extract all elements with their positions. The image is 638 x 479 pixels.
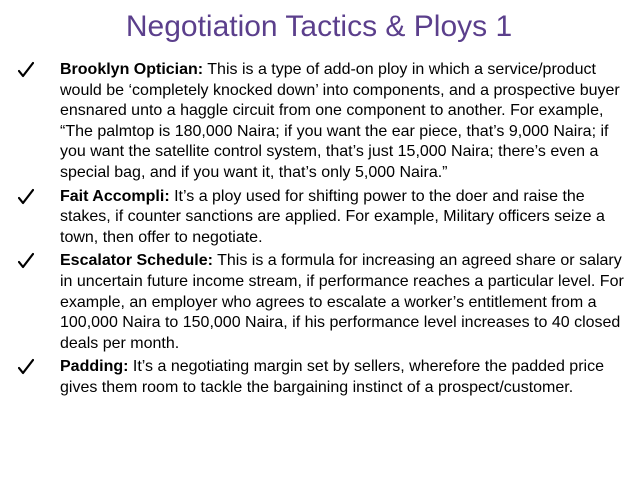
bullet-text: This is a formula for increasing an agreed share or salary in uncertain future income stream, if performance reaches a particular level. For example, an employer who agrees to escalate a worker’s entitlement from a 100,000 Naira to 150,000 Naira, if his performance level increases to 40 closed deals per month. <box>60 252 624 352</box>
bullet-term: Brooklyn Optician: <box>60 61 204 78</box>
bullet-term: Padding: <box>60 358 129 376</box>
bullet-term: Fait Accompli: <box>60 187 170 205</box>
check-icon <box>18 251 34 271</box>
bullet-text: This is a type of add-on ploy in which a service/product would be ‘completely knocked down’ into components, and a prospective buyer ensnared unto a haggle circuit from one component to another. For example, “The palmtop is 180,000 Naira; if you want the ear piece, that’s 9,000 Naira; if you want the satellite control system, that’s just 15,000 Naira; there’s even a special bag, and if you want it, that’s only 5,000 Naira.” <box>60 61 620 181</box>
check-icon <box>18 60 34 80</box>
check-icon <box>18 357 34 377</box>
bullet-item-escalator-schedule <box>14 251 626 354</box>
bullet-text: It’s a negotiating margin set by sellers, wherefore the padded price gives them room to tackle the bargaining instinct of a prospect/customer. <box>60 358 604 396</box>
bullet-text: It’s a ploy used for shifting power to the doer and raise the stakes, if counter sanctions are applied. For example, Military officers seize a town, then offer to negotiate. <box>60 187 605 246</box>
check-icon <box>18 187 34 207</box>
bullet-item-fait-accompli <box>14 187 626 249</box>
bullet-list <box>14 60 626 402</box>
bullet-term: Escalator Schedule: <box>60 252 213 270</box>
slide-title: Negotiation Tactics & Ploys 1 <box>125 10 513 43</box>
bullet-item-padding <box>14 357 626 398</box>
bullet-item-brooklyn-optician <box>14 60 626 184</box>
